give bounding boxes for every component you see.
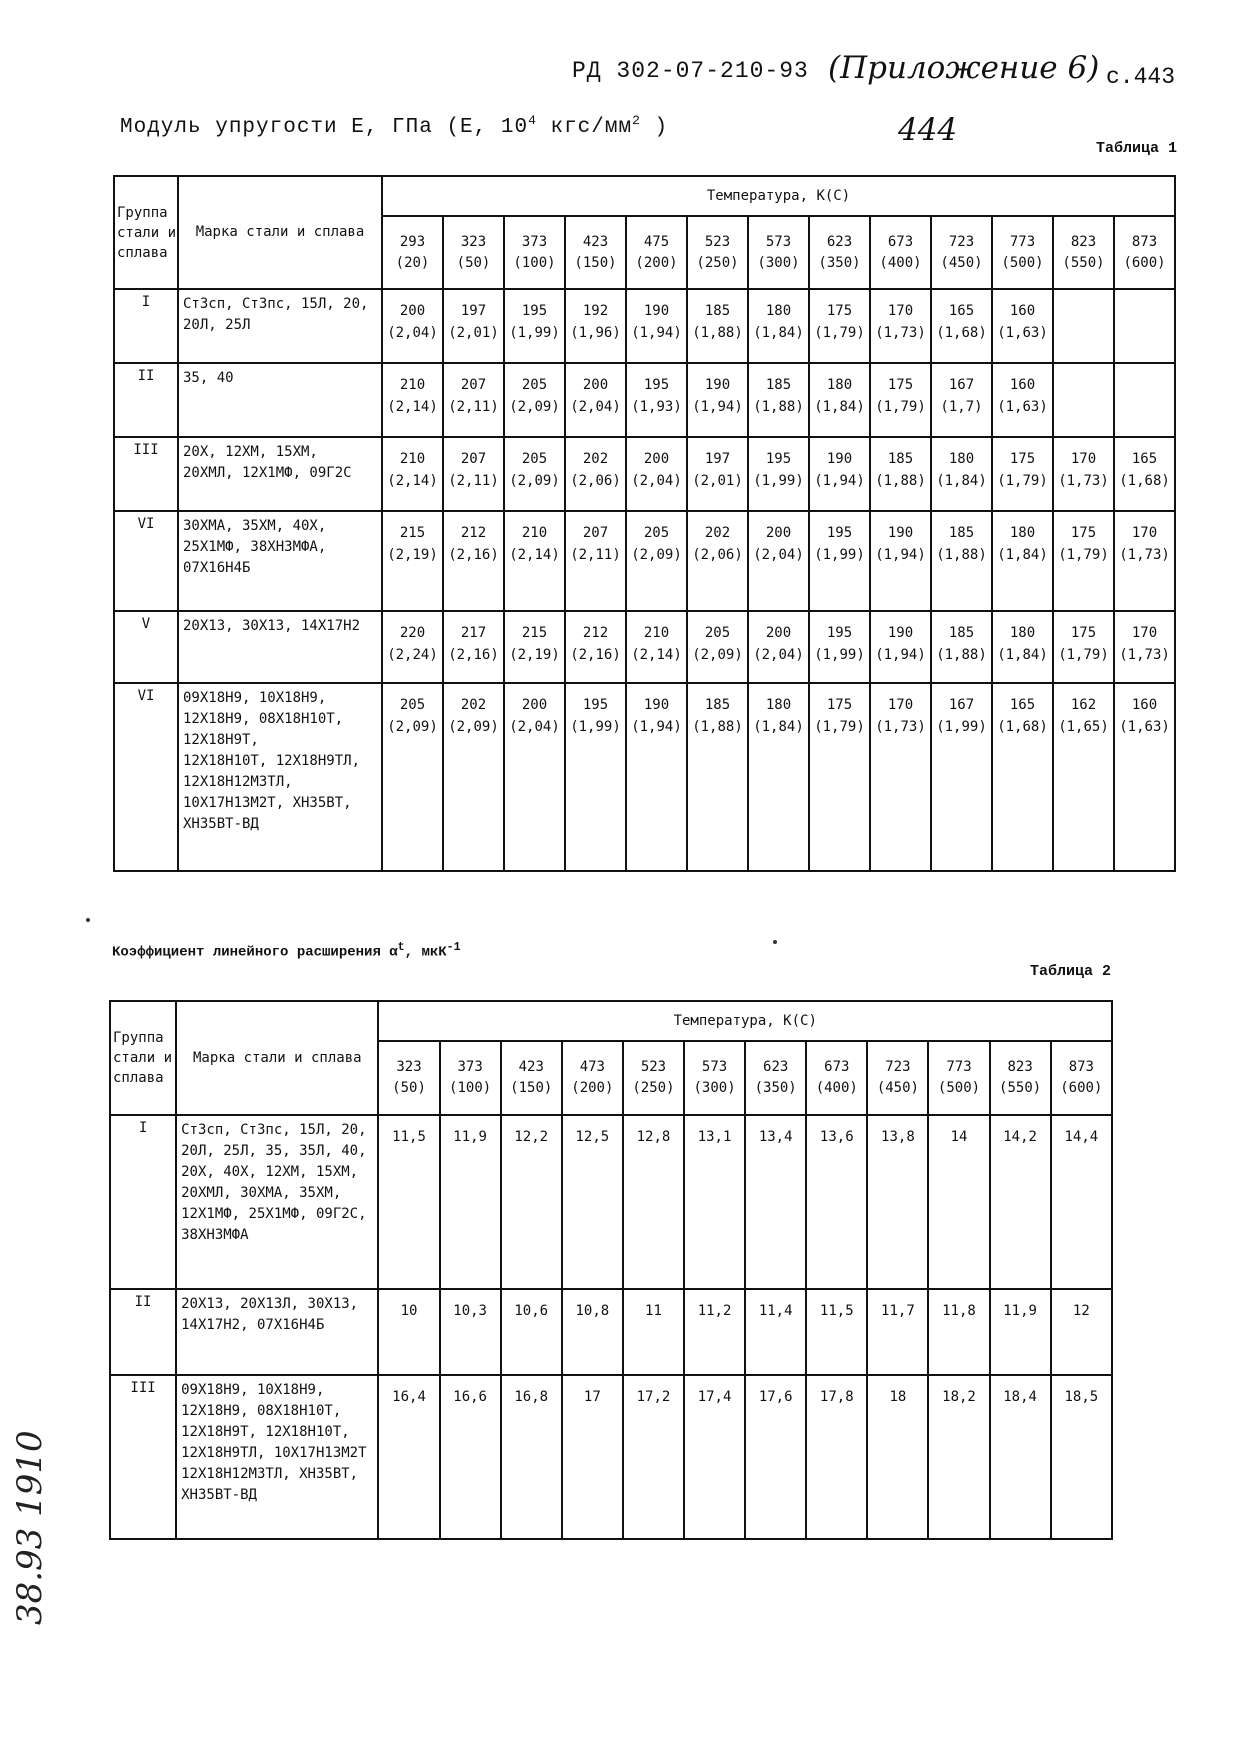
value-cell: 202 (2,09): [443, 683, 504, 871]
value-cell: 195 (1,99): [565, 683, 626, 871]
value-cell: [1053, 289, 1114, 363]
value-cell: 205 (2,09): [626, 511, 687, 611]
value-cell: 185 (1,88): [687, 683, 748, 871]
value-cell: 180 (1,84): [992, 611, 1053, 683]
header-steel-grade: Марка стали и сплава: [176, 1001, 378, 1115]
steel-grades: Ст3сп, Ст3пс, 15Л, 20, 20Л, 25Л, 35, 35Л, 40, 20Х, 40Х, 12ХМ, 15ХМ, 20ХМЛ, 30ХМА, 35ХМ, 12Х1МФ, 25Х1МФ, 09Г2С, 38ХН3МФА: [176, 1115, 378, 1289]
table-row: [114, 363, 1175, 437]
value-cell: 185 (1,88): [931, 511, 992, 611]
value-cell: 18,4: [990, 1375, 1051, 1539]
value-cell: 217 (2,16): [443, 611, 504, 683]
value-cell: 11,9: [990, 1289, 1051, 1375]
steel-grades: 35, 40: [178, 363, 382, 437]
value-cell: 212 (2,16): [443, 511, 504, 611]
value-cell: 185 (1,88): [870, 437, 931, 511]
value-cell: 10,8: [562, 1289, 623, 1375]
group-number: I: [114, 289, 178, 363]
value-cell: 175 (1,79): [1053, 611, 1114, 683]
value-cell: 175 (1,79): [809, 289, 870, 363]
value-cell: 14,2: [990, 1115, 1051, 1289]
group-number: III: [110, 1375, 176, 1539]
temperature-column-header: 773 (500): [992, 216, 1053, 289]
value-cell: 12,5: [562, 1115, 623, 1289]
temperature-column-header: 293 (20): [382, 216, 443, 289]
steel-grades: 20Х13, 30Х13, 14Х17Н2: [178, 611, 382, 683]
value-cell: 11,2: [684, 1289, 745, 1375]
steel-grades: 30ХМА, 35ХМ, 40Х, 25Х1МФ, 38ХН3МФА, 07Х16Н4Б: [178, 511, 382, 611]
value-cell: 205 (2,09): [504, 363, 565, 437]
value-cell: 192 (1,96): [565, 289, 626, 363]
value-cell: 12,8: [623, 1115, 684, 1289]
value-cell: 197 (2,01): [687, 437, 748, 511]
value-cell: 170 (1,73): [1053, 437, 1114, 511]
value-cell: 195 (1,93): [626, 363, 687, 437]
temperature-column-header: 373 (100): [440, 1041, 501, 1115]
table2-title: Коэффициент линейного расширения $\alpha^t$, мкК$^{-1}$: [112, 940, 461, 961]
value-cell: 185 (1,88): [931, 611, 992, 683]
temperature-column-header: 873 (600): [1051, 1041, 1112, 1115]
table1-label: Таблица 1: [1096, 140, 1178, 157]
value-cell: 210 (2,14): [382, 437, 443, 511]
table-row: [110, 1375, 1112, 1539]
value-cell: 207 (2,11): [443, 437, 504, 511]
value-cell: 180 (1,84): [748, 683, 809, 871]
temperature-column-header: 323 (50): [443, 216, 504, 289]
value-cell: 190 (1,94): [687, 363, 748, 437]
value-cell: 167 (1,99): [931, 683, 992, 871]
value-cell: 17,2: [623, 1375, 684, 1539]
value-cell: 17,8: [806, 1375, 867, 1539]
steel-grades: 20Х, 12ХМ, 15ХМ, 20ХМЛ, 12Х1МФ, 09Г2С: [178, 437, 382, 511]
group-number: II: [114, 363, 178, 437]
value-cell: 180 (1,84): [992, 511, 1053, 611]
value-cell: 195 (1,99): [748, 437, 809, 511]
header-group: Группа стали и сплава: [114, 176, 178, 289]
value-cell: 175 (1,79): [992, 437, 1053, 511]
value-cell: 18,5: [1051, 1375, 1112, 1539]
value-cell: 160 (1,63): [992, 363, 1053, 437]
temperature-column-header: 423 (150): [501, 1041, 562, 1115]
value-cell: 170 (1,73): [1114, 511, 1175, 611]
value-cell: 170 (1,73): [1114, 611, 1175, 683]
value-cell: 11,9: [440, 1115, 501, 1289]
value-cell: 14,4: [1051, 1115, 1112, 1289]
table-row: [114, 437, 1175, 511]
value-cell: 17: [562, 1375, 623, 1539]
temperature-column-header: 573 (300): [684, 1041, 745, 1115]
value-cell: 11,4: [745, 1289, 806, 1375]
value-cell: 170 (1,73): [870, 289, 931, 363]
value-cell: 18: [867, 1375, 928, 1539]
value-cell: 200 (2,04): [748, 611, 809, 683]
value-cell: 12: [1051, 1289, 1112, 1375]
value-cell: [1114, 289, 1175, 363]
value-cell: 200 (2,04): [504, 683, 565, 871]
value-cell: 195 (1,99): [809, 611, 870, 683]
value-cell: 190 (1,94): [626, 683, 687, 871]
group-number: V: [114, 611, 178, 683]
group-number: III: [114, 437, 178, 511]
temperature-column-header: 323 (50): [378, 1041, 439, 1115]
value-cell: 180 (1,84): [931, 437, 992, 511]
value-cell: 167 (1,7): [931, 363, 992, 437]
value-cell: 170 (1,73): [870, 683, 931, 871]
value-cell: 10,6: [501, 1289, 562, 1375]
thermal-expansion-table: [109, 1000, 1113, 1540]
table-row: [114, 683, 1175, 871]
temperature-column-header: 523 (250): [687, 216, 748, 289]
value-cell: 16,8: [501, 1375, 562, 1539]
value-cell: 197 (2,01): [443, 289, 504, 363]
steel-grades: 20Х13, 20Х13Л, 30Х13, 14Х17Н2, 07Х16Н4Б: [176, 1289, 378, 1375]
value-cell: 13,4: [745, 1115, 806, 1289]
table2-label: Таблица 2: [1030, 963, 1112, 980]
handwritten-appendix-note: (Приложение 6): [828, 50, 1100, 86]
handwritten-margin-note: 38.93 1910: [10, 1430, 50, 1625]
page-number: с.443: [1106, 64, 1176, 90]
value-cell: 200 (2,04): [748, 511, 809, 611]
value-cell: 210 (2,14): [626, 611, 687, 683]
value-cell: 160 (1,63): [1114, 683, 1175, 871]
temperature-column-header: 723 (450): [931, 216, 992, 289]
value-cell: 210 (2,14): [382, 363, 443, 437]
temperature-column-header: 423 (150): [565, 216, 626, 289]
value-cell: 215 (2,19): [504, 611, 565, 683]
value-cell: 16,4: [378, 1375, 439, 1539]
scan-speck: [773, 940, 777, 944]
value-cell: 162 (1,65): [1053, 683, 1114, 871]
value-cell: 11: [623, 1289, 684, 1375]
value-cell: 160 (1,63): [992, 289, 1053, 363]
temperature-column-header: 573 (300): [748, 216, 809, 289]
group-number: I: [110, 1115, 176, 1289]
temperature-column-header: 473 (200): [562, 1041, 623, 1115]
temperature-column-header: 873 (600): [1114, 216, 1175, 289]
temperature-column-header: 523 (250): [623, 1041, 684, 1115]
value-cell: 202 (2,06): [565, 437, 626, 511]
value-cell: [1053, 363, 1114, 437]
value-cell: 205 (2,09): [687, 611, 748, 683]
steel-grades: Ст3сп, Ст3пс, 15Л, 20, 20Л, 25Л: [178, 289, 382, 363]
value-cell: 17,6: [745, 1375, 806, 1539]
scan-speck: [86, 918, 90, 922]
temperature-column-header: 823 (550): [1053, 216, 1114, 289]
steel-grades: 09Х18Н9, 10Х18Н9, 12Х18Н9, 08Х18Н10Т, 12Х18Н9Т, 12Х18Н10Т, 12Х18Н9ТЛ, 10Х17Н13М2Т 12Х18Н12М3ТЛ, ХН35ВТ, ХН35ВТ-ВД: [176, 1375, 378, 1539]
value-cell: 200 (2,04): [565, 363, 626, 437]
value-cell: 17,4: [684, 1375, 745, 1539]
group-number: VI: [114, 511, 178, 611]
value-cell: 12,2: [501, 1115, 562, 1289]
handwritten-page-number: 444: [898, 112, 958, 148]
value-cell: 190 (1,94): [870, 611, 931, 683]
value-cell: [1114, 363, 1175, 437]
value-cell: 202 (2,06): [687, 511, 748, 611]
value-cell: 13,6: [806, 1115, 867, 1289]
value-cell: 180 (1,84): [748, 289, 809, 363]
value-cell: 18,2: [928, 1375, 989, 1539]
temperature-column-header: 823 (550): [990, 1041, 1051, 1115]
value-cell: 11,8: [928, 1289, 989, 1375]
document-code: РД 302-07-210-93: [572, 58, 809, 84]
table-row: [110, 1115, 1112, 1289]
value-cell: 220 (2,24): [382, 611, 443, 683]
value-cell: 190 (1,94): [626, 289, 687, 363]
value-cell: 205 (2,09): [382, 683, 443, 871]
value-cell: 205 (2,09): [504, 437, 565, 511]
value-cell: 165 (1,68): [931, 289, 992, 363]
value-cell: 212 (2,16): [565, 611, 626, 683]
temperature-column-header: 623 (350): [745, 1041, 806, 1115]
value-cell: 13,1: [684, 1115, 745, 1289]
temperature-column-header: 673 (400): [806, 1041, 867, 1115]
value-cell: 14: [928, 1115, 989, 1289]
table-row: [114, 611, 1175, 683]
value-cell: 16,6: [440, 1375, 501, 1539]
group-number: II: [110, 1289, 176, 1375]
table-row: [114, 289, 1175, 363]
header-temperature: Температура, К(С): [382, 176, 1175, 216]
header-steel-grade: Марка стали и сплава: [178, 176, 382, 289]
temperature-column-header: 373 (100): [504, 216, 565, 289]
value-cell: 190 (1,94): [809, 437, 870, 511]
value-cell: 13,8: [867, 1115, 928, 1289]
value-cell: 11,5: [806, 1289, 867, 1375]
value-cell: 175 (1,79): [870, 363, 931, 437]
value-cell: 185 (1,88): [748, 363, 809, 437]
value-cell: 195 (1,99): [809, 511, 870, 611]
table1-title: Модуль упругости Е, ГПа (Е, $10^4$ кгс/$мм^2$ ): [120, 113, 669, 139]
temperature-column-header: 673 (400): [870, 216, 931, 289]
temperature-column-header: 773 (500): [928, 1041, 989, 1115]
table-row: [110, 1289, 1112, 1375]
temperature-column-header: 623 (350): [809, 216, 870, 289]
value-cell: 195 (1,99): [504, 289, 565, 363]
value-cell: 180 (1,84): [809, 363, 870, 437]
value-cell: 11,7: [867, 1289, 928, 1375]
value-cell: 10: [378, 1289, 439, 1375]
value-cell: 200 (2,04): [626, 437, 687, 511]
value-cell: 165 (1,68): [992, 683, 1053, 871]
header-temperature: Температура, К(С): [378, 1001, 1112, 1041]
value-cell: 185 (1,88): [687, 289, 748, 363]
value-cell: 207 (2,11): [565, 511, 626, 611]
header-group: Группа стали и сплава: [110, 1001, 176, 1115]
value-cell: 165 (1,68): [1114, 437, 1175, 511]
value-cell: 175 (1,79): [1053, 511, 1114, 611]
group-number: VI: [114, 683, 178, 871]
value-cell: 175 (1,79): [809, 683, 870, 871]
value-cell: 200 (2,04): [382, 289, 443, 363]
table-row: [114, 511, 1175, 611]
temperature-column-header: 475 (200): [626, 216, 687, 289]
value-cell: 10,3: [440, 1289, 501, 1375]
elastic-modulus-table: [113, 175, 1176, 872]
value-cell: 207 (2,11): [443, 363, 504, 437]
value-cell: 210 (2,14): [504, 511, 565, 611]
value-cell: 11,5: [378, 1115, 439, 1289]
value-cell: 190 (1,94): [870, 511, 931, 611]
value-cell: 215 (2,19): [382, 511, 443, 611]
temperature-column-header: 723 (450): [867, 1041, 928, 1115]
steel-grades: 09Х18Н9, 10Х18Н9, 12Х18Н9, 08Х18Н10Т, 12Х18Н9Т, 12Х18Н10Т, 12Х18Н9ТЛ, 12Х18Н12М3ТЛ, 10Х17Н13М2Т, ХН35ВТ, ХН35ВТ-ВД: [178, 683, 382, 871]
